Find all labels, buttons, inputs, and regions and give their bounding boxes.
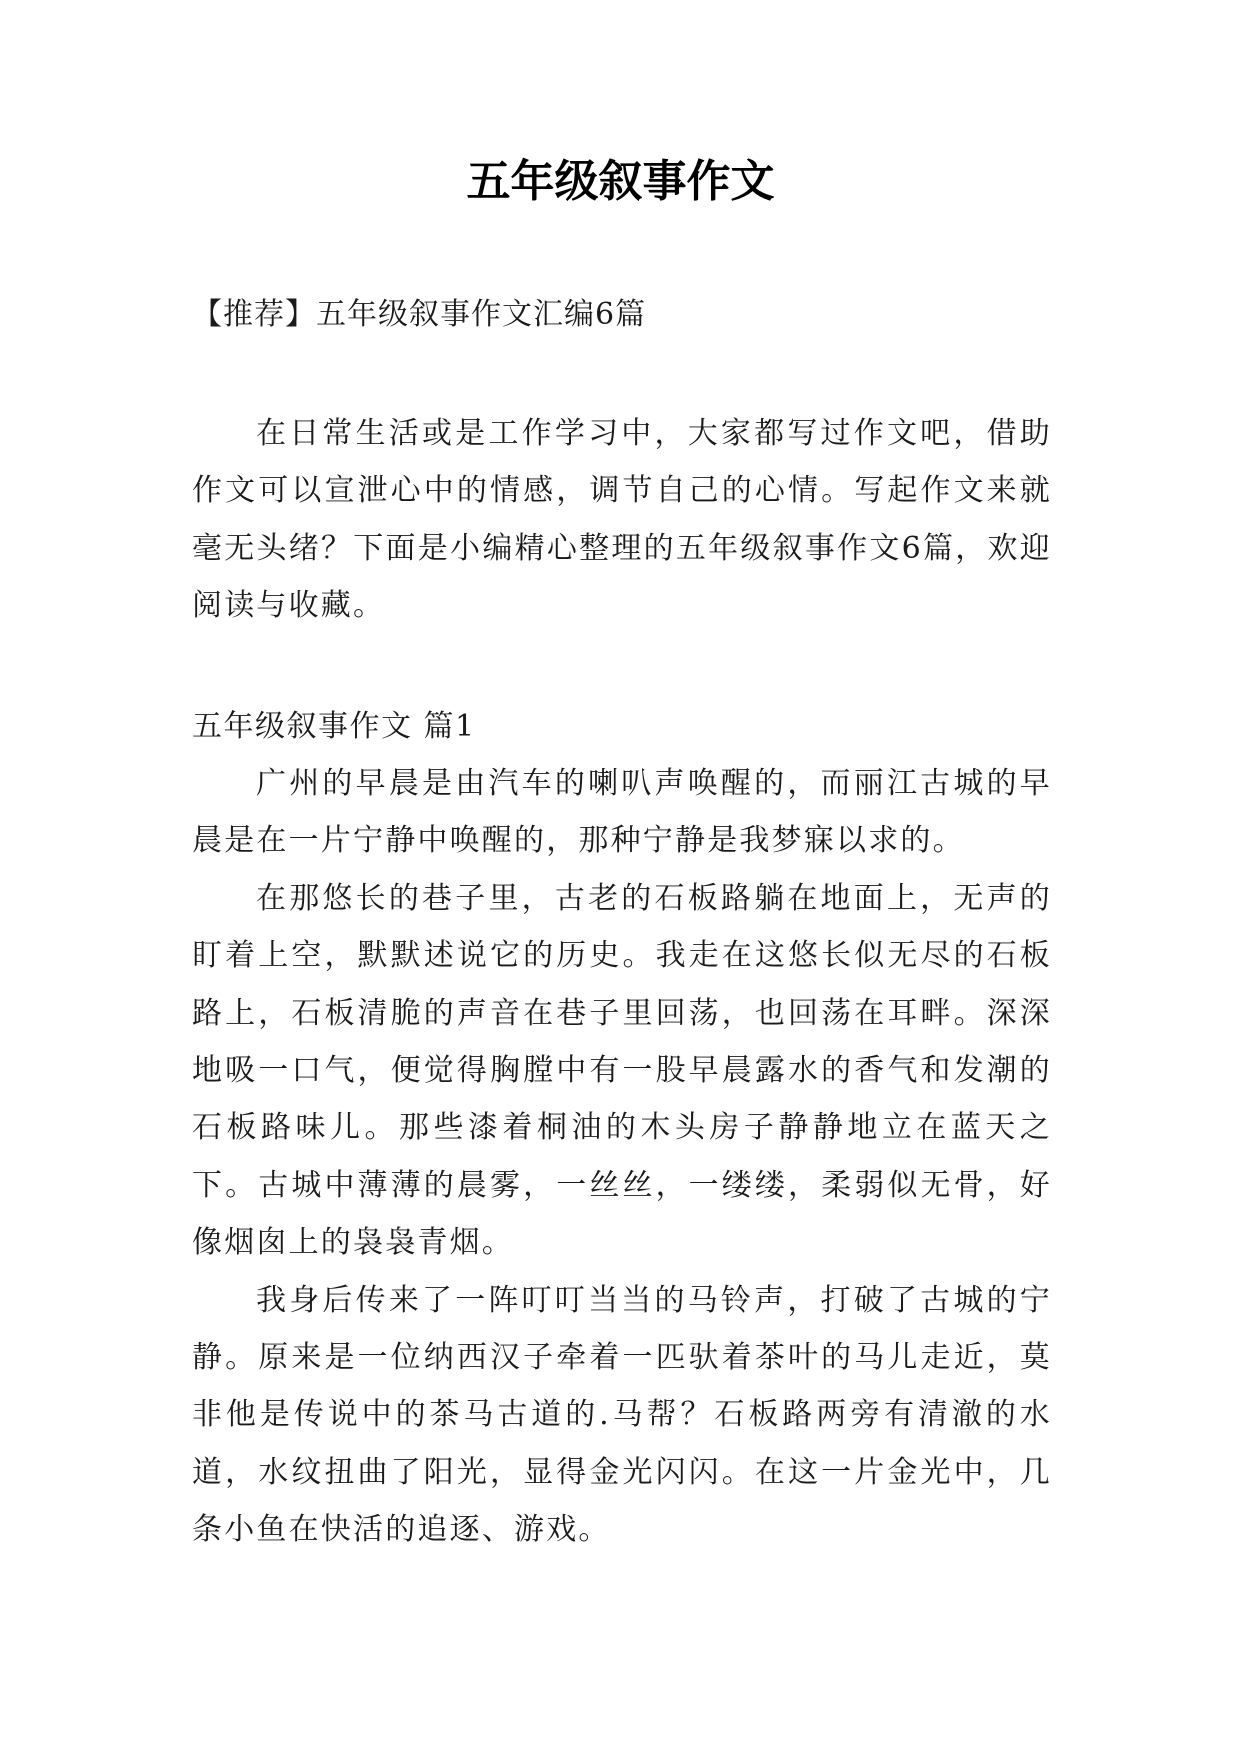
document-subtitle: 【推荐】五年级叙事作文汇编6篇: [192, 297, 647, 332]
document-title: 五年级叙事作文: [466, 156, 775, 207]
section-body: [192, 755, 1052, 1559]
body-paragraph-1: 广州的早晨是由汽车的喇叭声唤醒的，而丽江古城的早晨是在一片宁静中唤醒的，那种宁静是我梦寐以求的。: [192, 766, 1052, 859]
intro-block: [192, 405, 1052, 635]
intro-paragraph: 在日常生活或是工作学习中，大家都写过作文吧，借助作文可以宣泄心中的情感，调节自己的心情。写起作文来就毫无头绪？下面是小编精心整理的五年级叙事作文6篇，欢迎阅读与收藏。: [192, 416, 1052, 624]
body-paragraph-3: 我身后传来了一阵叮叮当当的马铃声，打破了古城的宁静。原来是一位纳西汉子牵着一匹驮着茶叶的马儿走近，莫非他是传说中的茶马古道的.马帮？石板路两旁有清澈的水道，水纹扭曲了阳光，显得金光闪闪。在这一片金光中，几条小鱼在快活的追逐、游戏。: [192, 1282, 1052, 1548]
section-heading: 五年级叙事作文 篇1: [192, 709, 476, 744]
body-paragraph-2: 在那悠长的巷子里，古老的石板路躺在地面上，无声的盯着上空，默默述说它的历史。我走在这悠长似无尽的石板路上，石板清脆的声音在巷子里回荡，也回荡在耳畔。深深地吸一口气，便觉得胸膛中有一股早晨露水的香气和发潮的石板路味儿。那些漆着桐油的木头房子静静地立在蓝天之下。古城中薄薄的晨雾，一丝丝，一缕缕，柔弱似无骨，好像烟囱上的袅袅青烟。: [192, 880, 1052, 1261]
